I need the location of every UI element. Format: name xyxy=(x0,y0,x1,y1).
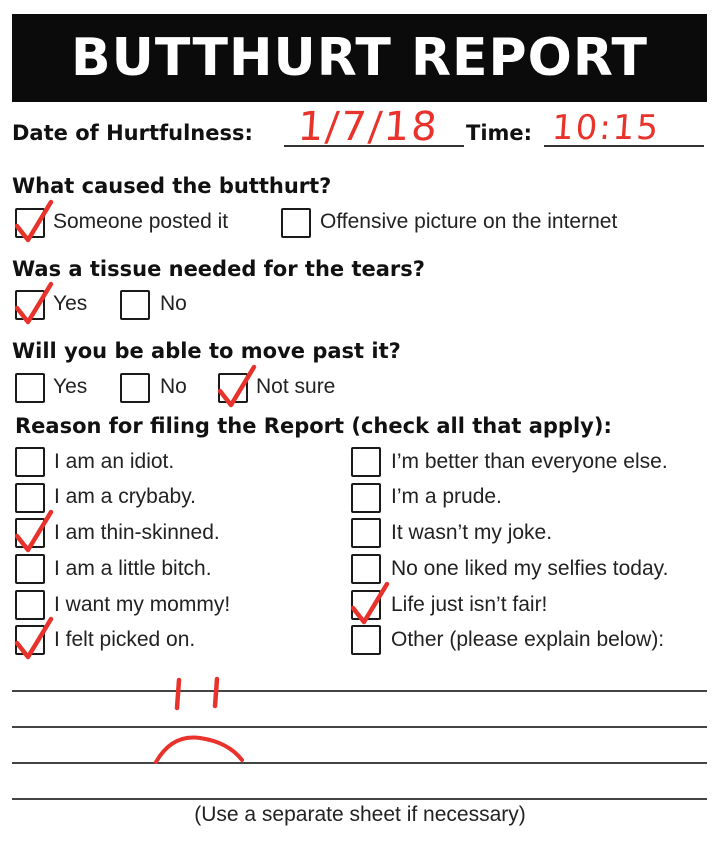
date-value[interactable]: 1/7/18 xyxy=(296,104,441,150)
move-past-checkbox-no[interactable] xyxy=(120,373,150,403)
check-mark-icon xyxy=(13,510,57,556)
reason-checkbox-better[interactable] xyxy=(351,447,381,477)
explanation-line[interactable] xyxy=(12,798,707,800)
cause-question: What caused the butthurt? xyxy=(12,174,332,198)
reason-checkbox-prude[interactable] xyxy=(351,483,381,513)
reason-checkbox-other[interactable] xyxy=(351,625,381,655)
reason-label: I am a crybaby. xyxy=(54,485,196,508)
check-mark-icon xyxy=(216,365,260,411)
sad-face-doodle-icon xyxy=(150,676,250,768)
reason-label: I am thin-skinned. xyxy=(54,521,220,544)
reason-checkbox-crybaby[interactable] xyxy=(15,483,45,513)
time-label: Time: xyxy=(466,121,533,145)
cause-checkbox-offensive-picture[interactable] xyxy=(281,208,311,238)
tissue-checkbox-yes[interactable] xyxy=(15,290,45,320)
move-past-option-label: Not sure xyxy=(256,375,336,398)
tissue-question: Was a tissue needed for the tears? xyxy=(12,257,425,281)
tissue-checkbox-no[interactable] xyxy=(120,290,150,320)
footer-note: (Use a separate sheet if necessary) xyxy=(194,803,526,826)
time-value[interactable]: 10:15 xyxy=(550,108,662,148)
move-past-checkbox-not-sure[interactable] xyxy=(218,373,248,403)
reason-label: Life just isn’t fair! xyxy=(391,593,548,616)
reason-checkbox-selfies[interactable] xyxy=(351,554,381,584)
reason-label: I am an idiot. xyxy=(54,450,175,473)
reason-checkbox-thin-skinned[interactable] xyxy=(15,518,45,548)
reason-checkbox-picked-on[interactable] xyxy=(15,625,45,655)
reason-label: No one liked my selfies today. xyxy=(391,557,669,580)
reason-label: I want my mommy! xyxy=(54,593,231,616)
reason-checkbox-idiot[interactable] xyxy=(15,447,45,477)
reason-label: I’m better than everyone else. xyxy=(391,450,668,473)
check-mark-icon xyxy=(349,582,393,628)
date-label: Date of Hurtfulness: xyxy=(12,121,253,145)
report-title: BUTTHURT REPORT xyxy=(12,14,707,102)
check-mark-icon xyxy=(13,200,57,246)
check-mark-icon xyxy=(13,617,57,663)
reasons-question: Reason for filing the Report (check all that apply): xyxy=(15,414,612,438)
explanation-line[interactable] xyxy=(12,726,707,728)
reason-checkbox-not-fair[interactable] xyxy=(351,590,381,620)
reason-label: Other (please explain below): xyxy=(391,628,665,651)
check-mark-icon xyxy=(13,282,57,328)
cause-option-label: Offensive picture on the internet xyxy=(320,210,618,233)
move-past-checkbox-yes[interactable] xyxy=(15,373,45,403)
reason-checkbox-little[interactable] xyxy=(15,554,45,584)
reason-checkbox-joke[interactable] xyxy=(351,518,381,548)
reason-label: I am a little bitch. xyxy=(54,557,212,580)
cause-option-label: Someone posted it xyxy=(53,210,229,233)
reason-label: It wasn’t my joke. xyxy=(391,521,553,544)
cause-checkbox-someone-posted[interactable] xyxy=(15,208,45,238)
move-past-option-label: No xyxy=(160,375,187,398)
move-past-option-label: Yes xyxy=(53,375,88,398)
reason-label: I felt picked on. xyxy=(54,628,196,651)
tissue-option-label: Yes xyxy=(53,292,88,315)
move-past-question: Will you be able to move past it? xyxy=(12,339,401,363)
reason-label: I’m a prude. xyxy=(391,485,502,508)
tissue-option-label: No xyxy=(160,292,187,315)
explanation-line[interactable] xyxy=(12,762,707,764)
explanation-line[interactable] xyxy=(12,690,707,692)
reason-checkbox-mommy[interactable] xyxy=(15,590,45,620)
